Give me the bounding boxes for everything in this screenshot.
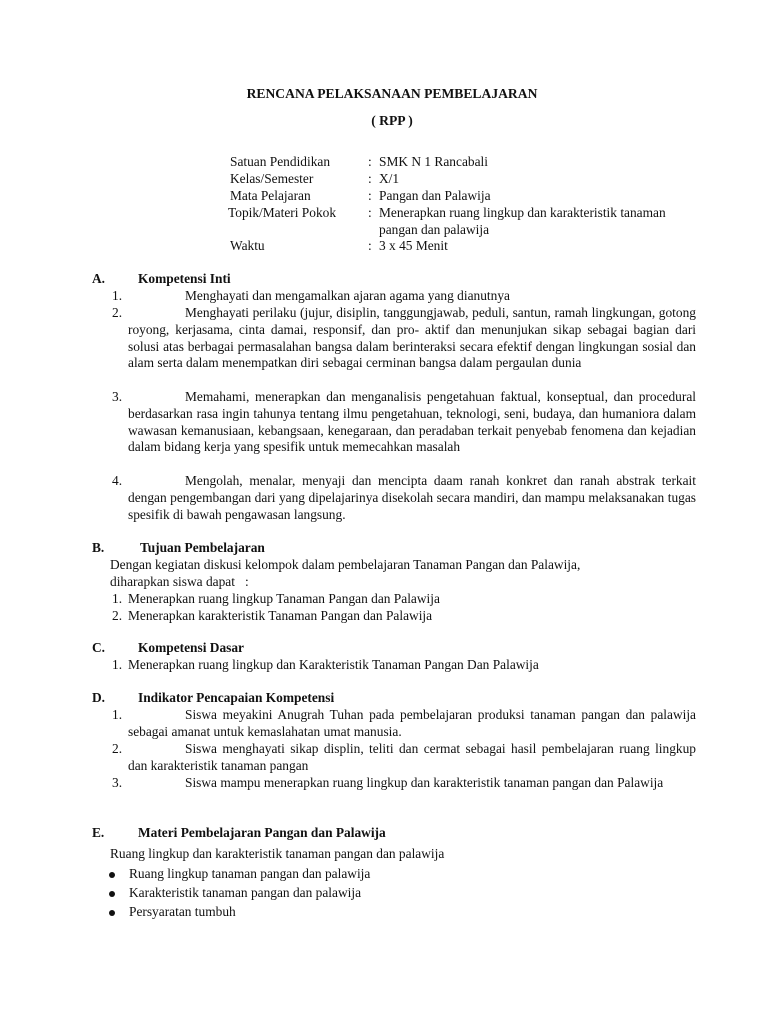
bullet-icon [109, 910, 115, 916]
meta-label: Satuan Pendidikan [230, 154, 331, 169]
list-item [108, 288, 696, 305]
meta-colon: : [368, 171, 372, 186]
item-text: Menghayati perilaku (jujur, disiplin, tanggungjawab, peduli, santun, ramah lingkungan, gotong royong, kerjasama, cinta damai, responsif, dan pro- aktif dan menunjukan sikap sebagai bagian dari solusi atas berbagai permasalahan bangsa dalam berinteraksi secara efektif dengan lingkungan sosial dan alam serta dalam menempatkan diri sebagai cerminan bangsa dalam pergaulan dunia [128, 305, 696, 371]
meta-label: Mata Pelajaran [230, 188, 311, 203]
meta-row-kelas [230, 171, 690, 188]
meta-value: SMK N 1 Rancabali [379, 154, 488, 169]
item-text: Menerapkan ruang lingkup dan Karakteristik Tanaman Pangan Dan Palawija [128, 657, 539, 672]
item-text: Mengolah, menalar, menyaji dan mencipta daam ranah konkret dan ranah abstrak terkait dengan pengembangan dari yang dipelajarinya disekolah secara mandiri, dan mampu melaksanakan tugas spesifik di bawah pengawasan langsung. [128, 473, 696, 522]
section-letter: E. [92, 825, 105, 840]
section-title: Materi Pembelajaran Pangan dan Palawija [138, 825, 386, 840]
item-text: Siswa menghayati sikap displin, teliti dan cermat sebagai hasil pembelajaran ruang lingkup dan karakteristik tanaman pangan [128, 741, 696, 773]
bullet-text: Karakteristik tanaman pangan dan palawija [129, 885, 362, 900]
bullet-text: Ruang lingkup tanaman pangan dan palawija [129, 866, 371, 881]
meta-colon: : [368, 238, 372, 253]
item-text: Menerapkan ruang lingkup Tanaman Pangan dan Palawija [128, 591, 440, 606]
item-number: 1. [112, 657, 123, 672]
item-number: 1. [112, 288, 123, 303]
meta-row-waktu [230, 238, 690, 255]
section-letter: D. [92, 690, 106, 705]
item-number: 2. [112, 305, 123, 320]
bullet-text: Persyaratan tumbuh [129, 904, 236, 919]
meta-label: Waktu [230, 238, 265, 253]
item-number: 1. [112, 707, 123, 722]
document-subtitle: ( RPP ) [371, 113, 413, 128]
meta-label: Kelas/Semester [230, 171, 314, 186]
meta-row-mapel [230, 188, 690, 205]
item-text: Menerapkan karakteristik Tanaman Pangan dan Palawija [128, 608, 433, 623]
bullet-icon [109, 872, 115, 878]
meta-label: Topik/Materi Pokok [228, 205, 337, 220]
section-title: Kompetensi Dasar [138, 640, 245, 655]
item-number: 3. [112, 389, 123, 404]
section-title: Indikator Pencapaian Kompetensi [138, 690, 335, 705]
section-title: Kompetensi Inti [138, 271, 231, 286]
meta-value: 3 x 45 Menit [379, 238, 448, 253]
section-letter: A. [92, 271, 106, 286]
list-item [108, 707, 696, 741]
section-letter: B. [92, 540, 105, 555]
item-text: Siswa mampu menerapkan ruang lingkup dan karakteristik tanaman pangan dan Palawija [185, 775, 664, 790]
meta-value: Pangan dan Palawija [379, 188, 491, 203]
section-b-intro-line1: Dengan kegiatan diskusi kelompok dalam pembelajaran Tanaman Pangan dan Palawija, [110, 557, 581, 572]
list-item [108, 305, 696, 372]
meta-value: Menerapkan ruang lingkup dan karakteristik tanaman pangan dan palawija [379, 205, 666, 237]
item-text: Memahami, menerapkan dan menganalisis pengetahuan faktual, konseptual, dan procedural berdasarkan rasa ingin tahunya tentang ilmu pengetahuan, teknologi, seni, budaya, dan humaniora dalam wawasan kemanusiaan, kebangsaan, kenegaraan, dan peradaban terkait penyebab fenomena dan kejadian dalam bidang kerja yang spesifik untuk memecahkan masalah [128, 389, 696, 455]
list-item [108, 473, 696, 523]
item-number: 2. [112, 741, 123, 756]
item-text: Siswa meyakini Anugrah Tuhan pada pembelajaran produksi tanaman pangan dan palawija sebagai amanat untuk kemaslahatan umat manusia. [128, 707, 696, 739]
meta-row-satuan [230, 154, 690, 171]
item-number: 2. [112, 608, 123, 623]
meta-value: X/1 [379, 171, 400, 186]
item-number: 3. [112, 775, 123, 790]
meta-colon: : [368, 205, 372, 220]
document-title: RENCANA PELAKSANAAN PEMBELAJARAN [246, 86, 538, 101]
meta-row-topik [228, 205, 690, 237]
item-number: 1. [112, 591, 123, 606]
section-title: Tujuan Pembelajaran [140, 540, 265, 555]
item-number: 4. [112, 473, 123, 488]
list-item [108, 775, 696, 792]
list-item [108, 389, 696, 456]
meta-colon: : [368, 154, 372, 169]
list-item [108, 741, 696, 775]
section-e-intro: Ruang lingkup dan karakteristik tanaman pangan dan palawija [110, 846, 445, 861]
section-letter: C. [92, 640, 106, 655]
meta-colon: : [368, 188, 372, 203]
item-text: Menghayati dan mengamalkan ajaran agama yang dianutnya [185, 288, 510, 303]
bullet-icon [109, 891, 115, 897]
section-b-intro-line2: diharapkan siswa dapat : [110, 574, 249, 589]
